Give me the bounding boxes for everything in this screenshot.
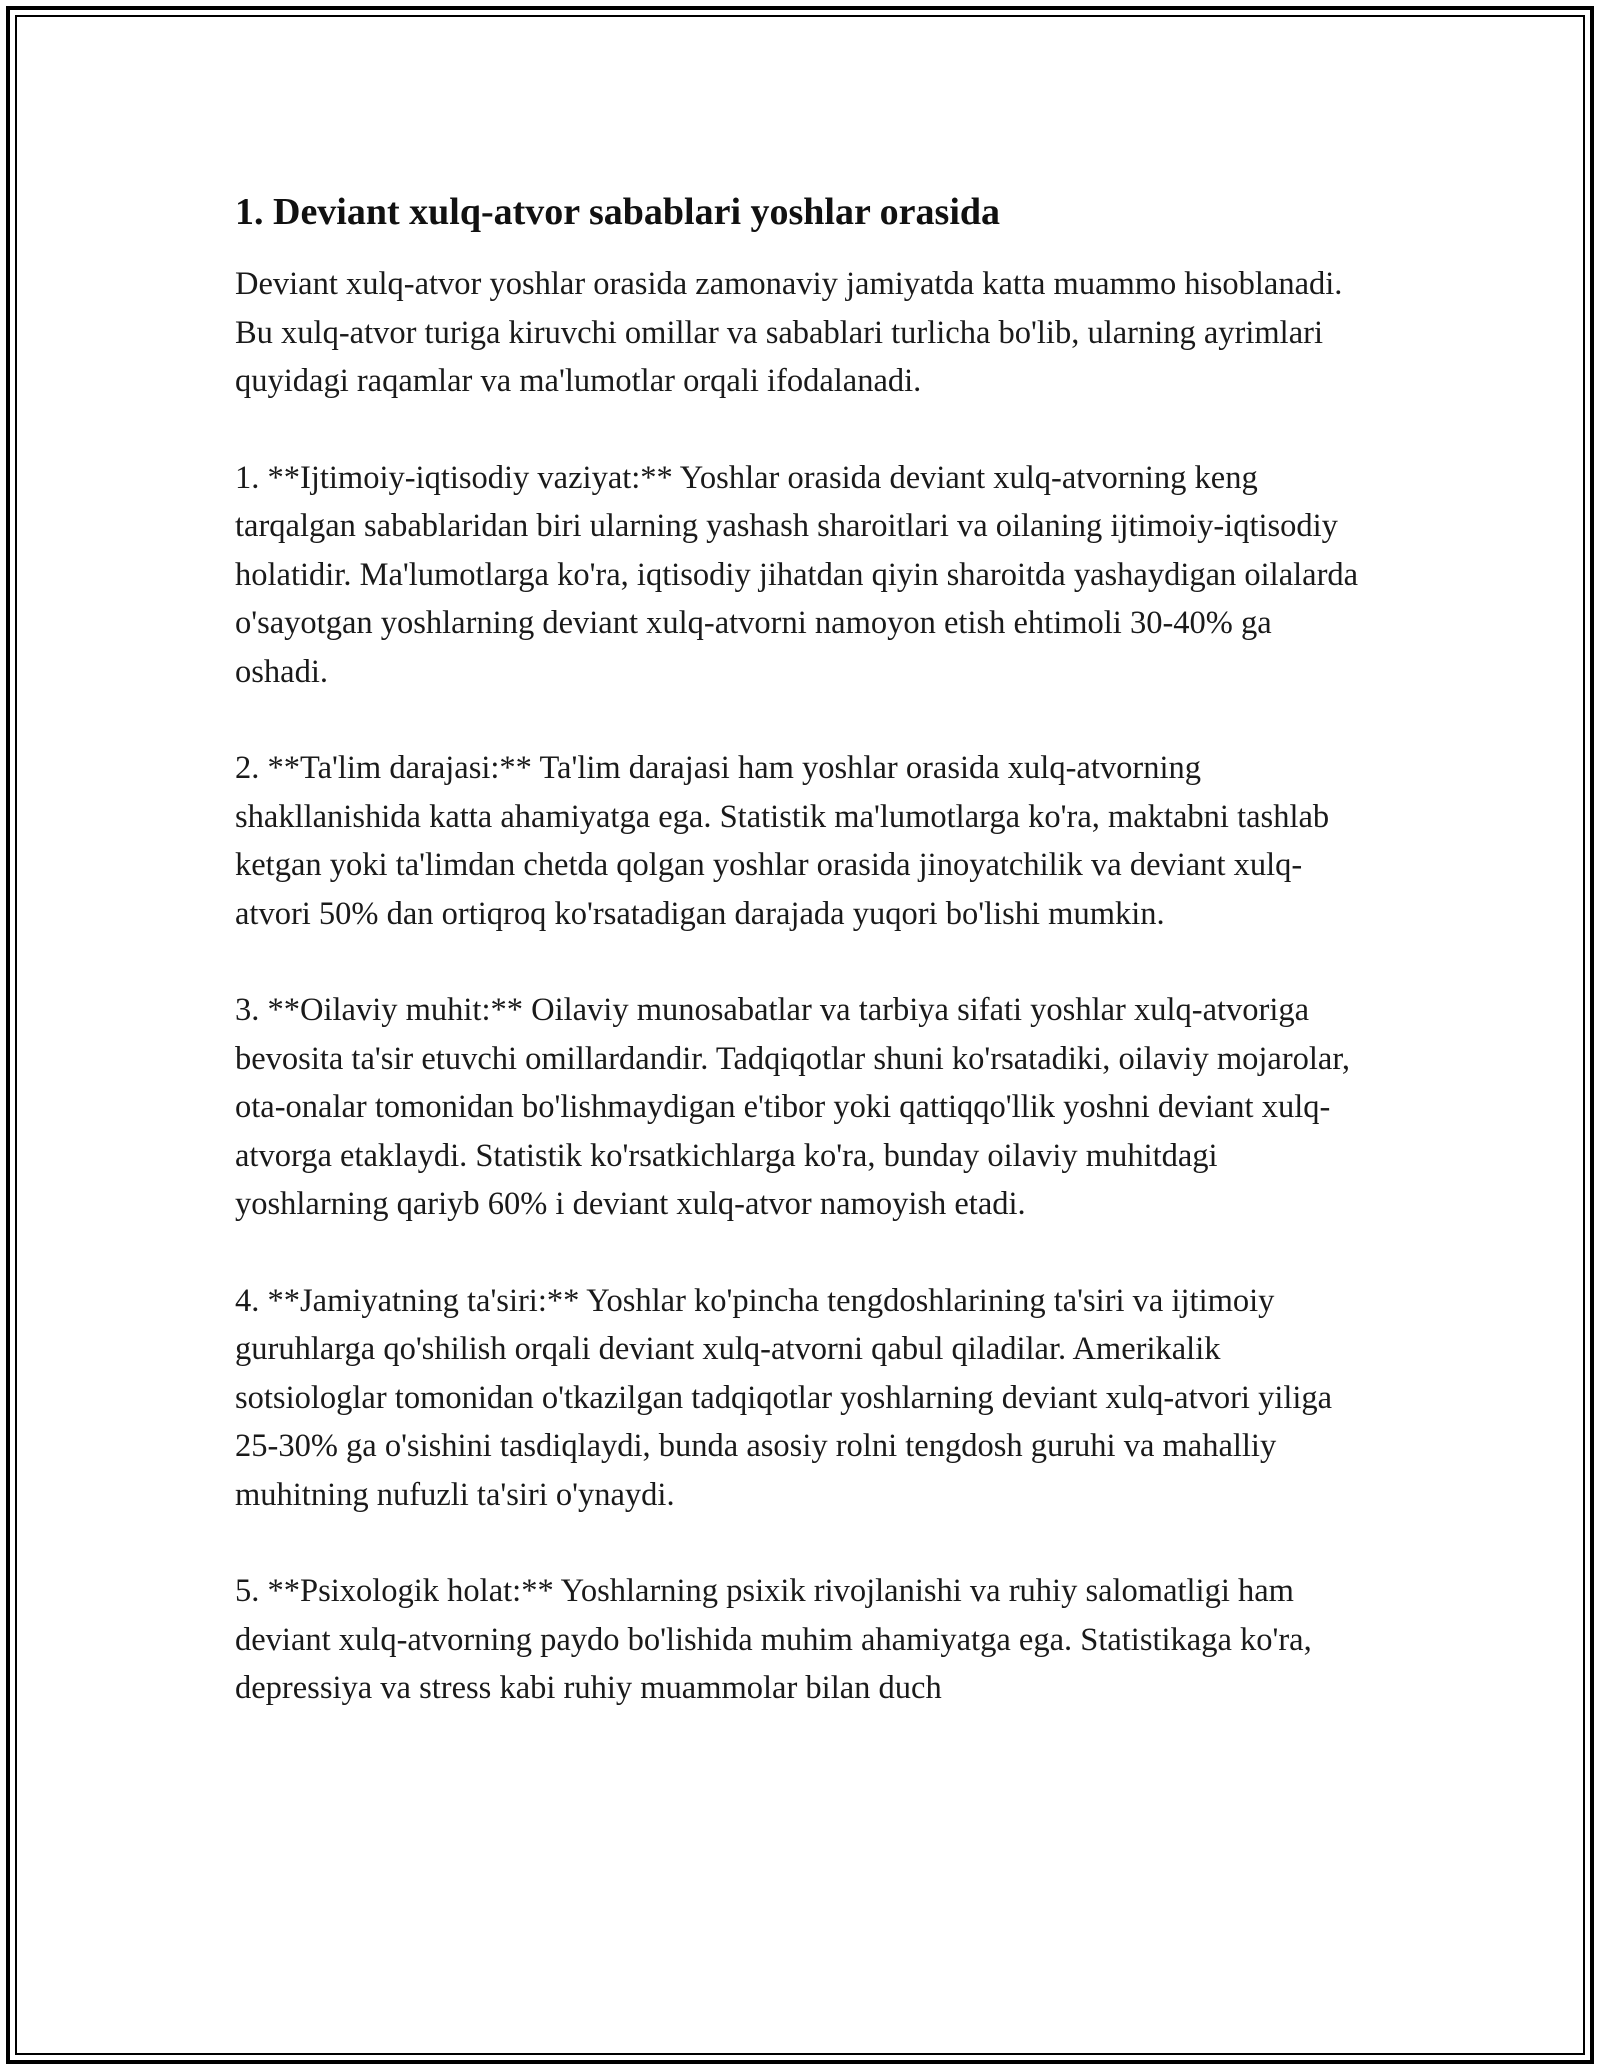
paragraph-socioeconomic: 1. **Ijtimoiy-iqtisodiy vaziyat:** Yoshlar orasida deviant xulq-atvorning keng tarqalgan sabablaridan biri ularning yashash sharoitlari va oilaning ijtimoiy-iqtisodiy holatidir. Ma'lumotlarga ko'ra, iqtisodiy jihatdan qiyin sharoitda yashaydigan oilalarda o'sayotgan yoshlarning deviant xulq-atvorni namoyon etish ehtimoli 30-40% ga oshadi. — [235, 459, 1359, 690]
paragraph-psychology: 5. **Psixologik holat:** Yoshlarning psixik rivojlanishi va ruhiy salomatligi ham deviant xulq-atvorning paydo bo'lishida muhim ahamiyatga ega. Statistikaga ko'ra, depressiya va stress kabi ruhiy muammolar bilan duch — [235, 1573, 1312, 1706]
paragraph-family: 3. **Oilaviy muhit:** Oilaviy munosabatlar va tarbiya sifati yoshlar xulq-atvoriga bevosita ta'sir etuvchi omillardandir. Tadqiqotlar shuni ko'rsatadiki, oilaviy mojarolar, ota-onalar tomonidan bo'lishmaydigan e'tibor yoki qattiqqo'llik yoshni deviant xulq-atvorga etaklaydi. Statistik ko'rsatkichlarga ko'ra, bunday oilaviy muhitdagi yoshlarning qariyb 60% i deviant xulq-atvor namoyish etadi. — [235, 992, 1350, 1222]
section-heading: 1. Deviant xulq-atvor sabablari yoshlar orasida — [235, 191, 1001, 233]
document-body — [235, 186, 1370, 1761]
paragraph-society: 4. **Jamiyatning ta'siri:** Yoshlar ko'pincha tengdoshlarining ta'siri va ijtimoiy guruhlarga qo'shilish orqali deviant xulq-atvorni qabul qiladilar. Amerikalik sotsiologlar tomonidan o'tkazilgan tadqiqotlar yoshlarning deviant xulq-atvori yiliga 25-30% ga o'sishini tasdiqlaydi, bunda asosiy rolni tengdosh guruhi va mahalliy muhitning nufuzli ta'siri o'ynaydi. — [235, 1282, 1333, 1513]
intro-paragraph: Deviant xulq-atvor yoshlar orasida zamonaviy jamiyatda katta muammo hisoblanadi. Bu xulq-atvor turiga kiruvchi omillar va sabablari turlicha bo'lib, ularning ayrimlari quyidagi raqamlar va ma'lumotlar orqali ifodalanadi. — [235, 266, 1343, 399]
paragraph-education: 2. **Ta'lim darajasi:** Ta'lim darajasi ham yoshlar orasida xulq-atvorning shakllanishida katta ahamiyatga ega. Statistik ma'lumotlarga ko'ra, maktabni tashlab ketgan yoki ta'limdan chetda qolgan yoshlar orasida jinoyatchilik va deviant xulq-atvori 50% dan ortiqroq ko'rsatadigan darajada yuqori bo'lishi mumkin. — [235, 750, 1330, 932]
